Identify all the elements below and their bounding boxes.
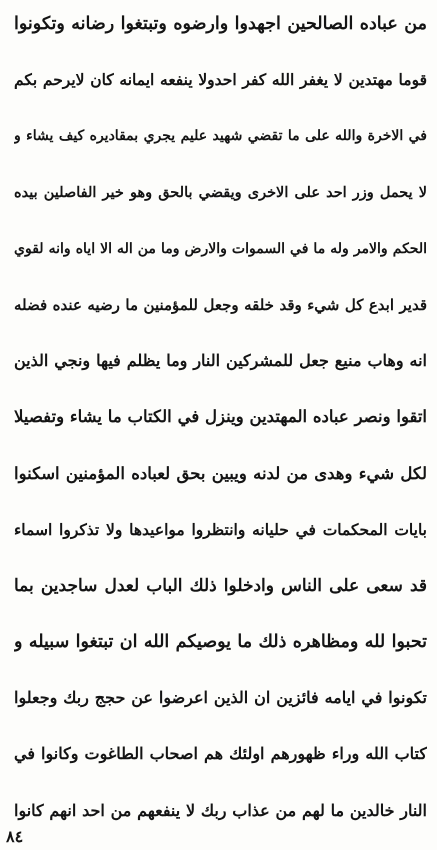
page-number: ٨٤ <box>6 827 24 846</box>
text-line-8: اتقوا ونصر عباده المهتدين وينزل في الكتاب ما يشاء وتفصيلا <box>14 407 427 427</box>
text-line-4: لا يحمل وزر احد على الاخرى ويقضي بالحق وهو خير الفاصلين بيده <box>14 183 427 201</box>
text-line-7: انه وهاب منيع جعل للمشركين النار وما يظلم فيها ونجي الذين <box>14 351 427 371</box>
text-line-1: من عباده الصالحين اجهدوا وارضوه وتبتغوا رضانه وتكونوا <box>14 14 427 34</box>
text-line-14: كتاب الله وراء ظهورهم اولئك هم اصحاب الطاغوت وكانوا في <box>14 744 427 764</box>
text-line-15: النار خالدين ما لهم من عذاب ربك لا ينفعهم من احد انهم كانوا <box>14 800 427 820</box>
manuscript-text-block <box>14 4 427 847</box>
text-line-3: في الاخرة والله على ما تقضي شهيد عليم يجري بمقاديره كيف يشاء و <box>14 128 427 145</box>
text-line-2: قوما مهتدين لا يغفر الله كفر احدولا ينفعه ايمانه كان لايرحم بكم <box>14 70 427 90</box>
text-line-6: قدير ابدع كل شيء وقد خلقه وجعل للمؤمنين ما رضيه عنده فضله <box>14 295 427 314</box>
text-line-10: بايات المحكمات في حليانه وانتظروا مواعيدها ولا تذكروا اسماء <box>14 519 427 539</box>
text-line-5: الحكم والامر وله ما في السموات والارض وما من اله الا اياه وانه لقوي <box>14 240 427 257</box>
text-line-9: لكل شيء وهدى من لدنه ويبين بحق لعباده المؤمنين اسكنوا <box>14 463 427 483</box>
text-line-11: قد سعى على الناس وادخلوا ذلك الباب لعدل ساجدين بما <box>14 575 427 596</box>
text-line-13: تكونوا في ايامه فائزين ان الذين اعرضوا عن حجج ربك وجعلوا <box>14 688 427 708</box>
text-line-12: تحبوا لله ومظاهره ذلك ما يوصيكم الله ان تبتغوا سبيله و <box>14 632 427 653</box>
